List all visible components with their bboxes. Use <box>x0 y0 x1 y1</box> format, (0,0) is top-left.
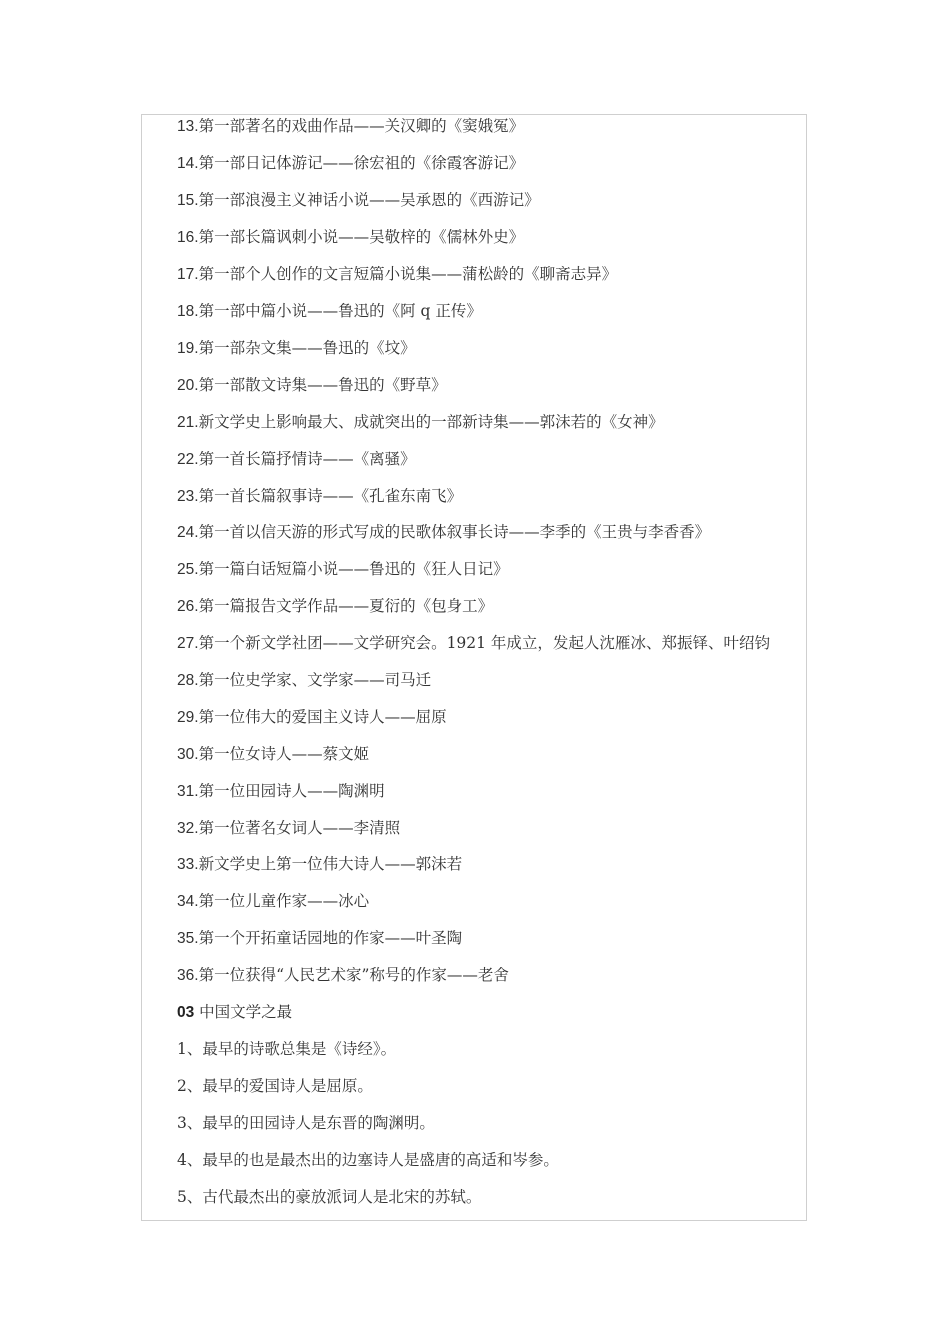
list-item <box>177 190 540 211</box>
item-text: 第一部浪漫主义神话小说——吴承恩的《西游记》 <box>198 191 540 209</box>
section-title: 中国文学之最 <box>194 1003 293 1021</box>
list-item <box>177 818 400 839</box>
item-number: 22. <box>177 451 199 468</box>
item-number: 26. <box>177 598 199 615</box>
list-item <box>177 116 524 137</box>
item-text: 第一部中篇小说——鲁迅的《阿 q 正传》 <box>198 302 482 320</box>
item-number: 15. <box>177 192 199 209</box>
item-number: 17. <box>177 266 199 283</box>
list-item <box>177 449 416 470</box>
item-text: 第一篇白话短篇小说——鲁迅的《狂人日记》 <box>198 560 509 578</box>
item-number: 25. <box>177 561 199 578</box>
item-text: 第一位著名女词人——李清照 <box>198 819 401 837</box>
section-number: 03 <box>177 1004 195 1021</box>
item-text: 第一部著名的戏曲作品——关汉卿的《窦娥冤》 <box>198 117 525 135</box>
list-item <box>177 891 369 912</box>
list-item <box>177 559 509 580</box>
list-item <box>177 486 462 507</box>
list-item <box>177 633 770 654</box>
item-text: 第一个开拓童话园地的作家——叶圣陶 <box>198 929 463 947</box>
item-number: 13. <box>177 118 199 135</box>
item-number: 19. <box>177 340 199 357</box>
list-item <box>177 707 447 728</box>
list-item <box>177 338 416 359</box>
list-item: 4、最早的也是最杰出的边塞诗人是盛唐的高适和岑参。 <box>177 1151 559 1169</box>
item-text: 第一部长篇讽刺小说——吴敬梓的《儒林外史》 <box>198 228 525 246</box>
list-item: 1、最早的诗歌总集是《诗经》。 <box>177 1040 397 1058</box>
list-item <box>177 412 664 433</box>
item-text: 第一位田园诗人——陶渊明 <box>198 782 385 800</box>
item-number: 24. <box>177 524 199 541</box>
item-number: 20. <box>177 377 199 394</box>
item-text: 第一部散文诗集——鲁迅的《野草》 <box>198 376 447 394</box>
list-item <box>177 301 482 322</box>
list-item <box>177 227 524 248</box>
item-number: 16. <box>177 229 199 246</box>
item-text: 第一位女诗人——蔡文姬 <box>198 745 370 763</box>
item-number: 33. <box>177 856 199 873</box>
item-number: 31. <box>177 783 199 800</box>
item-text: 新文学史上第一位伟大诗人——郭沫若 <box>198 855 463 873</box>
item-text: 新文学史上影响最大、成就突出的一部新诗集——郭沫若的《女神》 <box>198 413 664 431</box>
list-item: 5、古代最杰出的豪放派词人是北宋的苏轼。 <box>177 1188 482 1206</box>
item-number: 18. <box>177 303 199 320</box>
item-number: 34. <box>177 893 199 910</box>
list-item <box>177 928 462 949</box>
list-item <box>177 596 493 617</box>
item-text: 第一位获得“人民艺术家”称号的作家——老舍 <box>198 966 509 984</box>
item-number: 32. <box>177 820 199 837</box>
item-number: 36. <box>177 967 199 984</box>
item-number: 35. <box>177 930 199 947</box>
item-text: 第一位史学家、文学家——司马迁 <box>198 671 432 689</box>
item-number: 29. <box>177 709 199 726</box>
list-item <box>177 375 447 396</box>
item-text: 第一部个人创作的文言短篇小说集——蒲松龄的《聊斋志异》 <box>198 265 618 283</box>
section-heading <box>177 1002 292 1023</box>
list-item <box>177 854 462 875</box>
item-number: 23. <box>177 488 199 505</box>
list-item <box>177 153 524 174</box>
item-number: 28. <box>177 672 199 689</box>
item-text: 第一个新文学社团——文学研究会。1921 年成立，发起人沈雁冰、郑振铎、叶绍钧 <box>198 634 770 652</box>
item-text: 第一首长篇抒情诗——《离骚》 <box>198 450 416 468</box>
list-item <box>177 965 509 986</box>
list-item <box>177 670 431 691</box>
list-item <box>177 781 385 802</box>
list-item <box>177 264 617 285</box>
list-item: 2、最早的爱国诗人是屈原。 <box>177 1077 373 1095</box>
item-text: 第一篇报告文学作品——夏衍的《包身工》 <box>198 597 494 615</box>
item-text: 第一位儿童作家——冰心 <box>198 892 370 910</box>
item-number: 21. <box>177 414 199 431</box>
item-text: 第一部杂文集——鲁迅的《坟》 <box>198 339 416 357</box>
item-number: 14. <box>177 155 199 172</box>
item-text: 第一首以信天游的形式写成的民歌体叙事长诗——李季的《王贵与李香香》 <box>198 523 711 541</box>
list-item: 3、最早的田园诗人是东晋的陶渊明。 <box>177 1114 435 1132</box>
item-text: 第一部日记体游记——徐宏祖的《徐霞客游记》 <box>198 154 525 172</box>
item-number: 27. <box>177 635 199 652</box>
item-text: 第一位伟大的爱国主义诗人——屈原 <box>198 708 447 726</box>
item-text: 第一首长篇叙事诗——《孔雀东南飞》 <box>198 487 463 505</box>
item-number: 30. <box>177 746 199 763</box>
list-item <box>177 522 710 543</box>
list-item <box>177 744 369 765</box>
